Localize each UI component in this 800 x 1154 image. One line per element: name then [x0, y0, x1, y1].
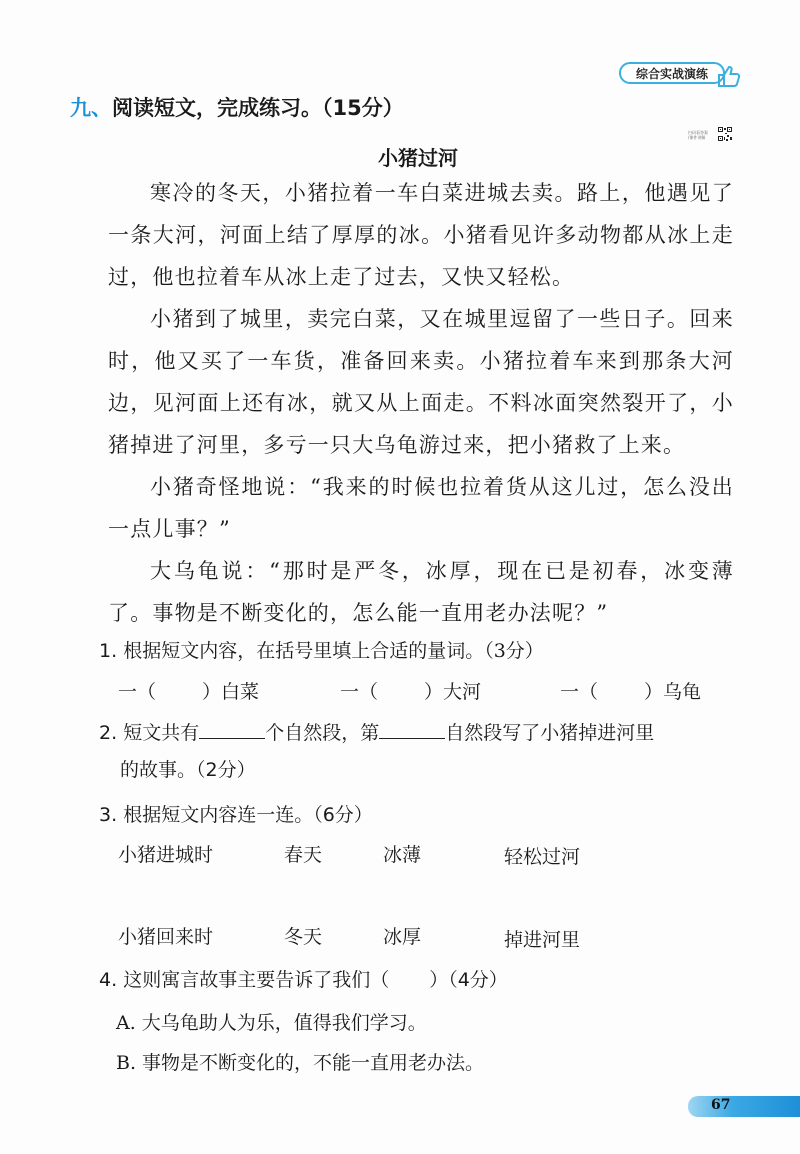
section-badge: 综合实战演练	[619, 62, 725, 84]
question-text: 个自然段，第	[265, 722, 380, 744]
story-body	[108, 172, 734, 634]
page-number: 67	[711, 1097, 731, 1113]
match-item[interactable]: 掉进河里	[504, 929, 581, 951]
qr-code-icon[interactable]	[718, 127, 732, 141]
question-3	[99, 800, 373, 827]
item-prefix: 一（	[340, 681, 379, 703]
item-suffix: ）乌龟	[644, 681, 702, 703]
story-paragraph: 小猪奇怪地说：“我来的时候也拉着货从这儿过，怎么没出一点儿事？”	[108, 475, 734, 541]
question-number: 1.	[99, 640, 118, 662]
match-item[interactable]: 冰厚	[383, 926, 422, 948]
item-suffix: ）白菜	[202, 681, 260, 703]
question-1	[99, 636, 544, 663]
item-prefix: 一（	[118, 681, 157, 703]
question-text: 根据短文内容，在括号里填上合适的量词。	[123, 640, 485, 662]
question-text: 自然段写了小猪掉进河里	[445, 722, 655, 744]
question-text: 根据短文内容连一连。（6分）	[123, 804, 373, 826]
item-prefix: 一（	[560, 681, 599, 703]
match-item[interactable]: 小猪进城时	[118, 844, 214, 866]
question-points: ）（4分）	[429, 969, 508, 991]
match-item[interactable]: 冰薄	[383, 844, 422, 866]
story-paragraph: 小猪到了城里，卖完白菜，又在城里逗留了一些日子。回来时，他又买了一车货，准备回来卖。小猪拉着车来到那条大河边，见河面上还有冰，就又从上面走。不料冰面突然裂开了，小猪掉进了河里，多亏一只大乌龟游过来，把小猪救了上来。	[108, 307, 734, 457]
question-4	[99, 965, 508, 992]
question-text: 这则寓言故事主要告诉了我们（	[123, 969, 390, 991]
story-paragraph: 大乌龟说：“那时是严冬，冰厚，现在已是初春，冰变薄了。事物是不断变化的，怎么能一直用老办法呢？”	[108, 559, 734, 625]
section-title-text: 阅读短文，完成练习。（15分）	[112, 96, 404, 120]
question-text: 短文共有	[123, 722, 200, 744]
question-2	[99, 718, 654, 745]
section-heading	[70, 92, 404, 122]
match-item[interactable]: 春天	[284, 844, 323, 866]
blank-paragraph-number[interactable]	[379, 737, 445, 739]
match-item[interactable]: 小猪回来时	[118, 926, 214, 948]
page-number-strip	[688, 1096, 800, 1117]
option-a[interactable]: A. 大乌龟助人为乐，值得我们学习。	[116, 1012, 427, 1034]
thumbs-up-icon	[716, 64, 742, 88]
question-number: 3.	[99, 804, 118, 826]
measure-word-item	[560, 677, 701, 704]
story-paragraph: 寒冷的冬天，小猪拉着一车白菜进城去卖。路上，他遇见了一条大河，河面上结了厚厚的冰。小猪看见许多动物都从冰上走过，他也拉着车从冰上走了过去，又快又轻松。	[108, 181, 734, 289]
match-item[interactable]: 轻松过河	[504, 846, 581, 868]
question-number: 4.	[99, 969, 118, 991]
story-title: 小猪过河	[378, 146, 458, 170]
question-points: （3分）	[484, 640, 544, 662]
match-item[interactable]: 冬天	[284, 926, 323, 948]
option-b[interactable]: B. 事物是不断变化的，不能一直用老办法。	[116, 1052, 485, 1074]
measure-word-item	[118, 677, 259, 704]
qr-caption: 扫码看答案 /课件讲解	[688, 130, 708, 140]
question-2-line2: 的故事。（2分）	[120, 759, 256, 781]
question-number: 2.	[99, 722, 118, 744]
blank-paragraph-count[interactable]	[199, 737, 265, 739]
section-number: 九、	[70, 96, 112, 120]
measure-word-item	[340, 677, 481, 704]
item-suffix: ）大河	[424, 681, 482, 703]
